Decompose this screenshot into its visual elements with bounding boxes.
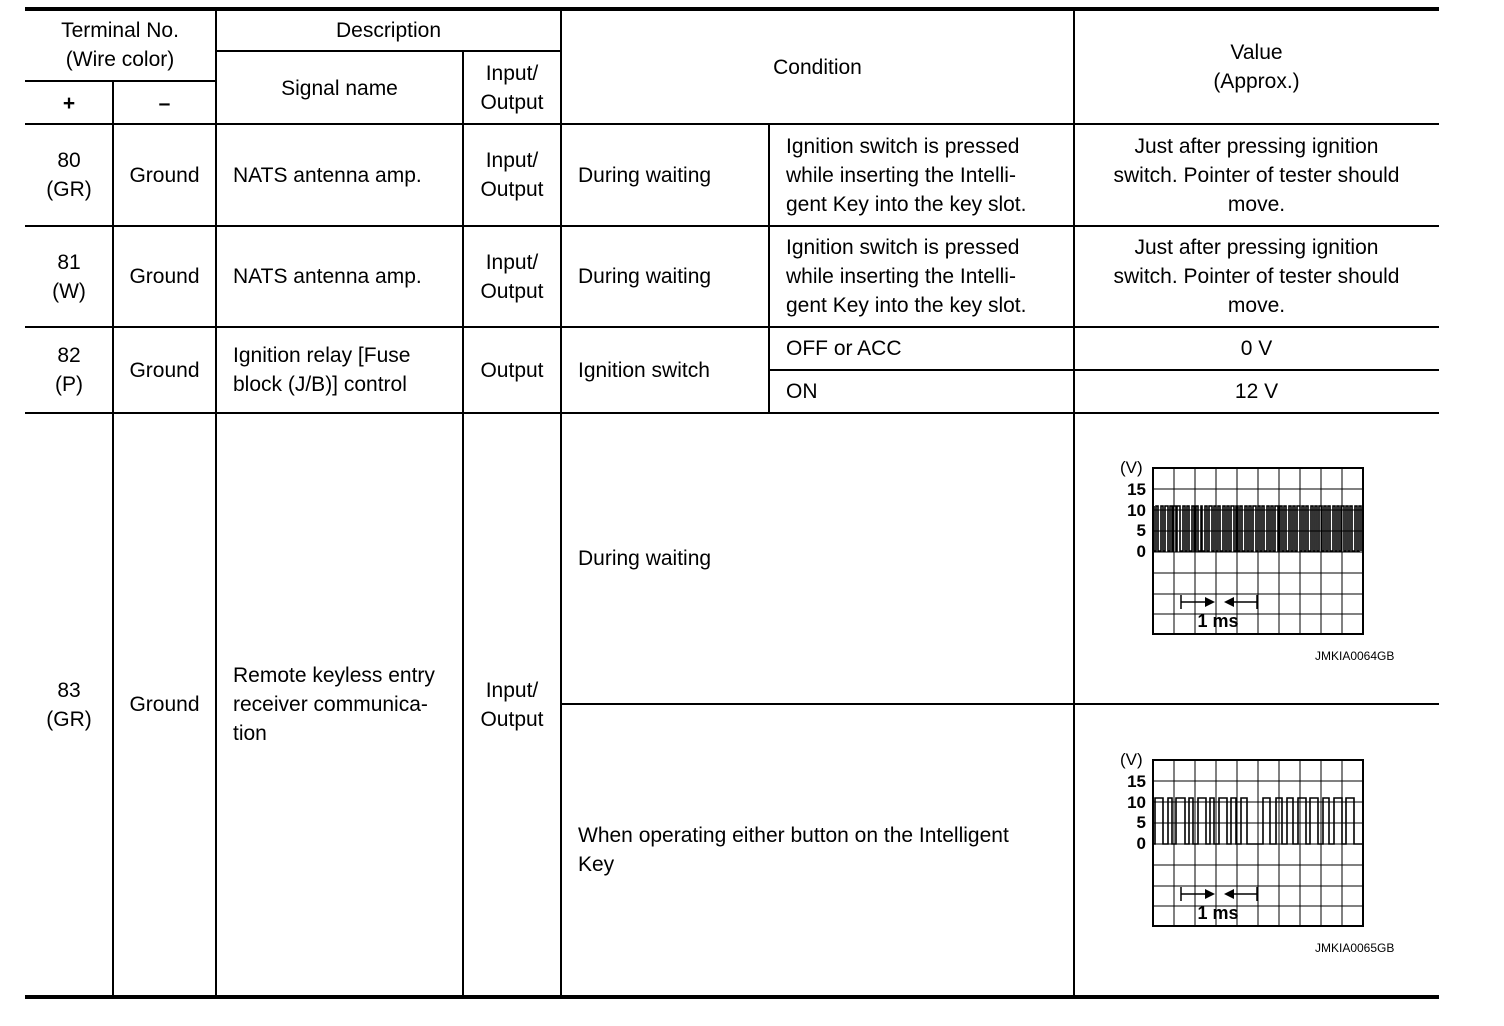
row83-io: Input/ Output [480, 678, 544, 731]
scope-time-label: 1 ms [1197, 611, 1239, 631]
row83-minus: Ground [129, 693, 200, 716]
scope-unit-label: (V) [1120, 750, 1143, 769]
row81-io: Input/ Output [480, 250, 544, 303]
row80-value: Just after pressing ignition switch. Pointer of tester should move. [1113, 134, 1400, 216]
scope-time-label: 1 ms [1197, 903, 1239, 923]
row81-condition: During waiting [578, 265, 712, 288]
row81-value: Just after pressing ignition switch. Pointer of tester should move. [1113, 236, 1400, 317]
scope-tick-5: 5 [1136, 813, 1146, 832]
rule-row-82-split [769, 369, 1439, 371]
col-rule-condition-value [1073, 9, 1075, 997]
row80-detail: Ignition switch is pressed while inserting the Intelli- gent Key into the key slot. [786, 134, 1027, 216]
header-value: Value (Approx.) [1213, 41, 1300, 93]
row82-value-off: 0 V [1240, 337, 1273, 360]
row82-value-on: 12 V [1234, 380, 1279, 403]
table-bottom-rule [25, 995, 1439, 999]
row83-terminal: 83 (GR) [46, 678, 92, 731]
rule-row-80 [25, 225, 1439, 227]
header-terminal-no: Terminal No. (Wire color) [61, 19, 179, 71]
header-description: Description [335, 18, 442, 42]
scope-unit-label: (V) [1120, 458, 1143, 477]
row82-minus: Ground [129, 358, 200, 382]
row81-terminal: 81 (W) [52, 250, 86, 303]
rule-row-81 [25, 326, 1439, 328]
row81-signal: NATS antenna amp. [233, 265, 422, 288]
time-span-arrow [1181, 887, 1257, 901]
row82-detail-on: ON [786, 380, 818, 403]
rule-row-83-split [561, 703, 1439, 705]
rule-under-header [25, 123, 1439, 125]
row82-terminal: 82 (P) [55, 344, 83, 396]
scope-tick-10: 10 [1127, 501, 1146, 520]
row83-condition-waiting: During waiting [578, 547, 712, 570]
row83-condition-operating: When operating either button on the Intelligent Key [578, 824, 1009, 876]
row82-io: Output [480, 358, 544, 382]
scope-tick-15: 15 [1127, 772, 1146, 791]
table-top-rule [25, 7, 1439, 11]
col-rule-condition-detail [768, 123, 770, 413]
scope-tick-5: 5 [1136, 521, 1146, 540]
scope-tick-15: 15 [1127, 480, 1146, 499]
row82-signal: Ignition relay [Fuse block (J/B)] control [233, 344, 411, 396]
header-minus: – [158, 91, 171, 115]
waveform-graph-operating [1110, 746, 1370, 932]
row82-condition: Ignition switch [578, 358, 710, 382]
scope-tick-0: 0 [1136, 542, 1146, 561]
header-input-output: Input/ Output [480, 62, 544, 114]
row80-minus: Ground [129, 163, 200, 187]
header-signal-name: Signal name [281, 76, 398, 100]
row80-condition: During waiting [578, 163, 712, 187]
header-condition: Condition [773, 55, 862, 79]
row83-signal: Remote keyless entry receiver communica- tion [233, 664, 435, 745]
col-rule-terminal-description [215, 9, 217, 997]
time-span-arrow [1181, 595, 1257, 609]
row82-detail-off: OFF or ACC [786, 337, 902, 360]
row80-io: Input/ Output [480, 149, 544, 201]
figure-code-operating: JMKIA0065GB [1315, 941, 1395, 955]
row81-minus: Ground [129, 265, 200, 288]
row80-signal: NATS antenna amp. [233, 163, 422, 187]
rule-row-82 [25, 412, 1439, 414]
scope-tick-0: 0 [1136, 834, 1146, 853]
header-plus: + [62, 91, 76, 115]
scope-tick-10: 10 [1127, 793, 1146, 812]
rule-under-terminal-no [25, 80, 216, 82]
figure-code-waiting: JMKIA0064GB [1315, 649, 1395, 663]
row81-detail: Ignition switch is pressed while inserting the Intelli- gent Key into the key slot. [786, 236, 1027, 317]
col-rule-signal-io [462, 50, 464, 997]
dense-pulse-trace [1154, 506, 1361, 551]
row80-terminal: 80 (GR) [46, 149, 92, 201]
waveform-graph-waiting [1110, 454, 1370, 640]
oscilloscope-waveform-waiting [1110, 454, 1370, 640]
oscilloscope-waveform-operating [1110, 746, 1370, 932]
col-rule-io-condition [560, 9, 562, 997]
col-rule-plus-minus [112, 80, 114, 997]
rule-under-description [216, 50, 561, 52]
